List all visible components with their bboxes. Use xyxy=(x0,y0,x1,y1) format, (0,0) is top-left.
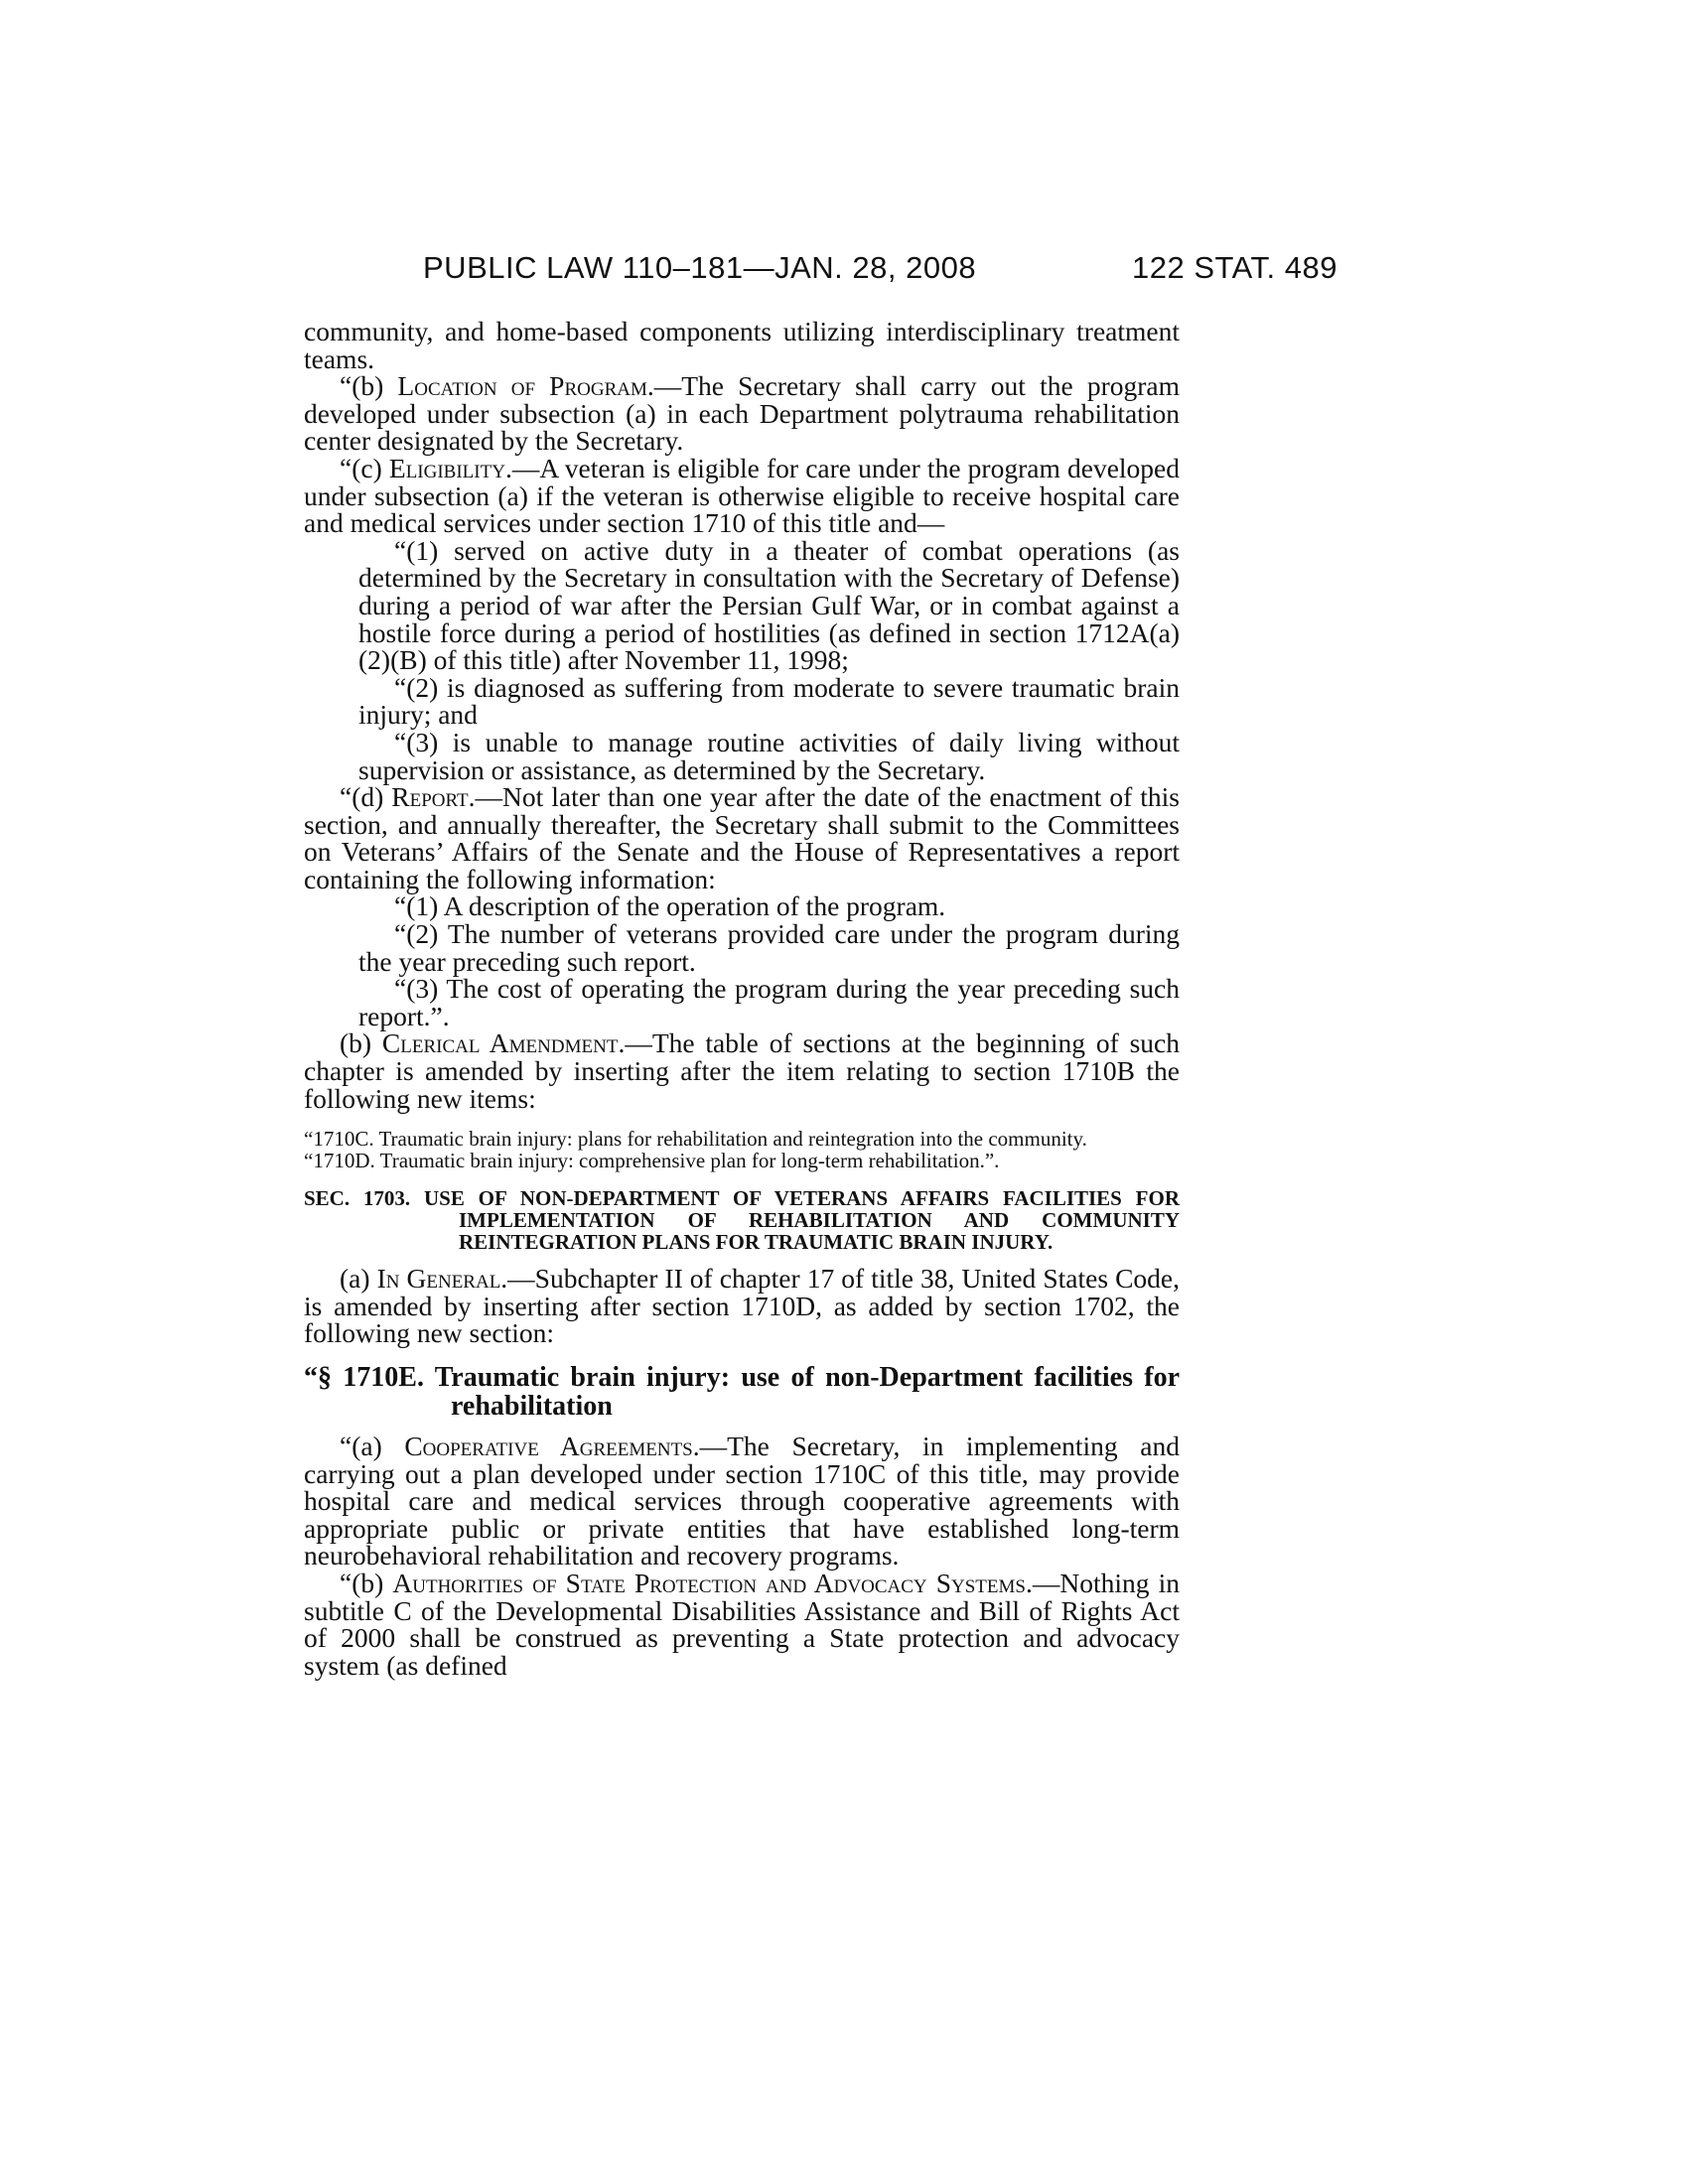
subsection-heading: Cooperative Agreements xyxy=(404,1431,693,1461)
paragraph-c2: “(2) is diagnosed as suffering from moderate to severe traumatic brain injury; and xyxy=(358,671,1180,731)
subsection-text: .—Not later than one year after the date of the enactment of this section, and annually thereafter, the Secretary shall submit to the Committees on Veterans’ Affairs of the Senate and the House of Representatives a report containing the following information: xyxy=(304,781,1180,894)
subsection-b-location xyxy=(304,372,1180,455)
clerical-amendment xyxy=(304,1029,1180,1112)
subsection-heading: Report xyxy=(391,781,469,813)
subsection-heading: Eligibility xyxy=(388,452,505,483)
subsection-text: .—The Secretary shall carry out the program developed under subsection (a) in each Department polytrauma rehabilitation center designated by the Secretary. xyxy=(304,370,1180,457)
paragraph-d3: “(3) The cost of operating the program during the year preceding such report.”. xyxy=(358,973,1180,1031)
subsection-lead: “(d) xyxy=(340,781,392,813)
subsection-d-report xyxy=(304,783,1180,892)
subsection-heading: In General xyxy=(376,1263,501,1295)
paragraph-continuation: community, and home-based components utilizing interdisciplinary treatment teams. xyxy=(304,316,1180,374)
section-1710e-heading: “§ 1710E. Traumatic brain injury: use of non-Department facilities for rehabilitation xyxy=(304,1362,1180,1422)
subsection-lead: (b) xyxy=(340,1027,382,1059)
subsection-c-eligibility xyxy=(304,452,1180,539)
subsection-text: .—Nothing in subtitle C of the Developmental Disabilities Assistance and Bill of Rights Act of 2000 shall be construed as preventing a State protection and advocacy system (as defined xyxy=(304,1567,1181,1681)
subsection-text: .—The Secretary, in implementing and carrying out a plan developed under section 1710C of this title, may provide hospital care and medical services through cooperative agreements with appropriate public or private entities that have established long-term neurobehavioral rehabilitation and recovery programs. xyxy=(304,1431,1180,1571)
subsection-e-a-cooperative xyxy=(304,1433,1180,1570)
subsection-text: .—A veteran is eligible for care under the program developed under subsection (a) if the veteran is otherwise eligible to receive hospital care and medical services under section 1710 of this title and— xyxy=(304,452,1180,539)
subsection-lead: (a) xyxy=(340,1263,377,1295)
subsection-a-in-general xyxy=(304,1265,1180,1347)
subsection-lead: “(c) xyxy=(340,452,389,483)
subsection-text: .—Subchapter II of chapter 17 of title 38, United States Code, is amended by inserting after section 1710D, as added by section 1702, the following new section: xyxy=(304,1263,1180,1349)
subsection-lead: “(b) xyxy=(340,1567,393,1598)
section-1703-heading: SEC. 1703. USE OF NON-DEPARTMENT OF VETERANS AFFAIRS FACILITIES FOR IMPLEMENTATION OF REHABILITATION AND COMMUNITY REINTEGRATION PLANS FOR TRAUMATIC BRAIN INJURY. xyxy=(304,1186,1180,1255)
subsection-heading: Clerical Amendment xyxy=(381,1027,619,1059)
toc-item-1710d: “1710D. Traumatic brain injury: comprehensive plan for long-term rehabilitation.”. xyxy=(304,1149,1000,1173)
subsection-heading: Authorities of State Protection and Advocacy Systems xyxy=(392,1567,1026,1598)
body-text xyxy=(304,318,1180,1679)
subsection-lead: “(a) xyxy=(340,1431,405,1461)
header-title: PUBLIC LAW 110–181—JAN. 28, 2008 xyxy=(423,250,977,285)
subsection-text: .—The table of sections at the beginning of such chapter is amended by inserting after the item relating to section 1710B the following new items: xyxy=(304,1027,1180,1114)
paragraph-d1: “(1) A description of the operation of the program. xyxy=(394,890,946,922)
subsection-e-b-authorities xyxy=(304,1567,1181,1681)
paragraph-c3: “(3) is unable to manage routine activities of daily living without supervision or assistance, as determined by the Secretary. xyxy=(358,726,1180,785)
paragraph-c1: “(1) served on active duty in a theater of combat operations (as determined by the Secretary in consultation with the Secretary of Defense) during a period of war after the Persian Gulf War, or in combat against a hostile force during a period of hostilities (as defined in section 1712A(a)(2)(B) of this title) after November 11, 1998; xyxy=(358,534,1180,676)
table-of-sections xyxy=(304,1128,1180,1171)
subsection-lead: “(b) xyxy=(340,370,398,402)
header-stat-page: 122 STAT. 489 xyxy=(1132,250,1337,285)
running-header xyxy=(0,250,1688,290)
toc-item-1710c: “1710C. Traumatic brain injury: plans for rehabilitation and reintegration into the community. xyxy=(304,1127,1087,1152)
subsection-heading: Location of Program xyxy=(397,370,647,402)
paragraph-d2: “(2) The number of veterans provided care under the program during the year preceding such report. xyxy=(358,918,1180,977)
